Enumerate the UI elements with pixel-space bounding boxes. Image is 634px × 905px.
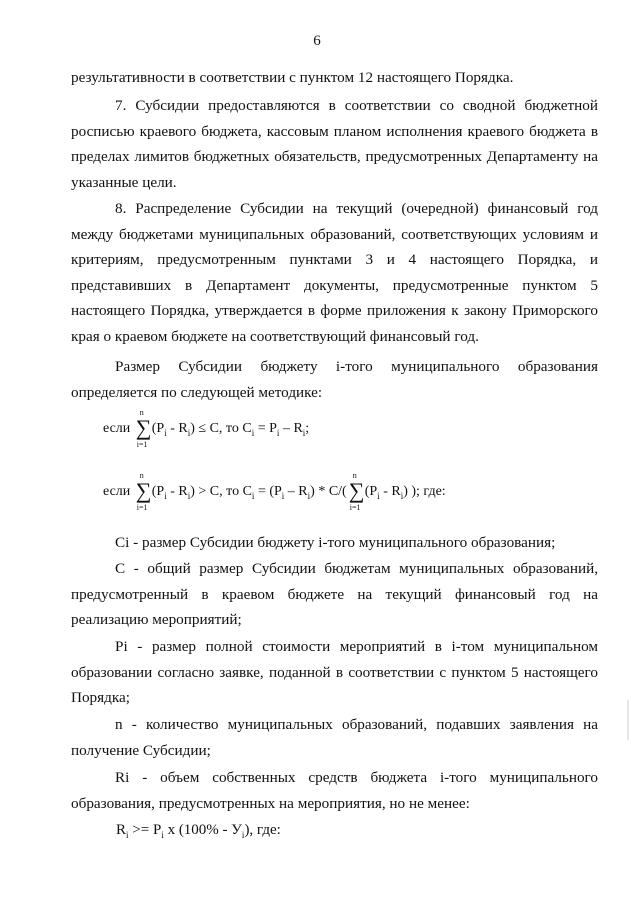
definition-pi: Pi - размер полной стоимости мероприятий в i-том муниципальном образовании согласно заявке, поданной в соответствии с пунктом 5 настоящего Порядка; — [71, 638, 598, 706]
formula-term: (P — [151, 484, 165, 500]
formula-sub: i — [187, 428, 191, 439]
sum-symbol — [348, 471, 365, 512]
formula-term: ) * C/( — [310, 484, 347, 500]
formula-sub: i — [377, 491, 380, 502]
formula-sub: i — [400, 491, 404, 502]
formula-term: (P — [151, 421, 165, 437]
sigma-glyph: ∑ — [135, 415, 152, 440]
formula-sub: i — [161, 830, 164, 840]
sum-upper: n — [139, 471, 144, 480]
formula-term: - R — [166, 484, 188, 500]
formula-sub: i — [307, 491, 311, 502]
sum-lower: i=1 — [349, 503, 361, 512]
definition-c: C - общий размер Субсидии бюджетам муниципальных образований, предусмотренный в краевом бюджете на текущий финансовый год на реализацию мероприятий; — [71, 560, 598, 628]
formula-term: R — [116, 822, 127, 838]
formula-sub: i — [251, 428, 255, 439]
formula-term: = (P — [254, 484, 282, 500]
formula-term: ; — [305, 421, 310, 437]
formula-if-word: если — [103, 421, 131, 437]
formula-term: >= P — [128, 822, 162, 838]
paragraph-method-intro: Размер Субсидии бюджету i-того муниципального образования определяется по следующей методике: — [71, 358, 598, 401]
definition-ri: Ri - объем собственных средств бюджета i-того муниципального образования, предусмотренных на мероприятия, но не менее: — [71, 769, 598, 812]
formula-term: – R — [279, 421, 303, 437]
formula-sub: i — [251, 491, 255, 502]
formula-term: - R — [166, 421, 188, 437]
formula-sub: i — [126, 830, 129, 840]
formula-term: = P — [254, 421, 277, 437]
formula-sub: i — [164, 428, 167, 439]
formula-term: ) > C, то C — [190, 484, 252, 500]
sigma-glyph: ∑ — [135, 478, 152, 503]
formula-term: x (100% - У — [163, 822, 242, 838]
sum-lower: i=1 — [136, 440, 148, 449]
formula-condition-1 — [103, 408, 310, 449]
sum-upper: n — [139, 408, 144, 417]
paragraph-8: 8. Распределение Субсидии на текущий (очередной) финансовый год между бюджетами муниципальных образований, соответствующих условиям и критериям, предусмотренным пунктами 3 и 4 настоящего Порядка, и представивших в Департамент документы, предусмотренные пунктом 5 настоящего Порядка, утверждается в форме приложения к закону Приморского края о краевом бюджете на соответствующий финансовый год. — [71, 200, 598, 345]
sum-lower: i=1 — [136, 503, 148, 512]
formula-term: ) ≤ C, то C — [190, 421, 252, 437]
formula-condition-2 — [103, 471, 446, 512]
paragraph-7: 7. Субсидии предоставляются в соответствии со сводной бюджетной росписью краевого бюджета, кассовым планом исполнения краевого бюджета в пределах лимитов бюджетных обязательств, предусмотренных Департаменту на указанные цели. — [71, 97, 598, 191]
definition-ci: Ci - размер Субсидии бюджету i-того муниципального образования; — [115, 534, 556, 551]
formula-sub: i — [187, 491, 191, 502]
formula-sub: i — [164, 491, 167, 502]
formula-ri-min — [116, 822, 281, 840]
formula-term: ), где: — [244, 822, 281, 838]
formula-sub: i — [241, 830, 245, 840]
formula-if-word: если — [103, 484, 131, 500]
formula-term: ) ); где: — [403, 484, 446, 500]
formula-term: – R — [284, 484, 308, 500]
formula-term: (P — [364, 484, 378, 500]
paragraph-continuation: результативности в соответствии с пунктом 12 настоящего Порядка. — [71, 69, 514, 86]
formula-sub: i — [281, 491, 285, 502]
sigma-glyph: ∑ — [348, 478, 365, 503]
sum-symbol — [135, 471, 152, 512]
formula-term: - R — [379, 484, 401, 500]
scan-edge-mark — [627, 700, 629, 740]
sum-upper: n — [352, 471, 357, 480]
page-number: 6 — [313, 33, 321, 49]
formula-sub: i — [276, 428, 280, 439]
sum-symbol — [135, 408, 152, 449]
definition-n: n - количество муниципальных образований, подавших заявления на получение Субсидии; — [71, 716, 598, 759]
formula-sub: i — [302, 428, 306, 439]
